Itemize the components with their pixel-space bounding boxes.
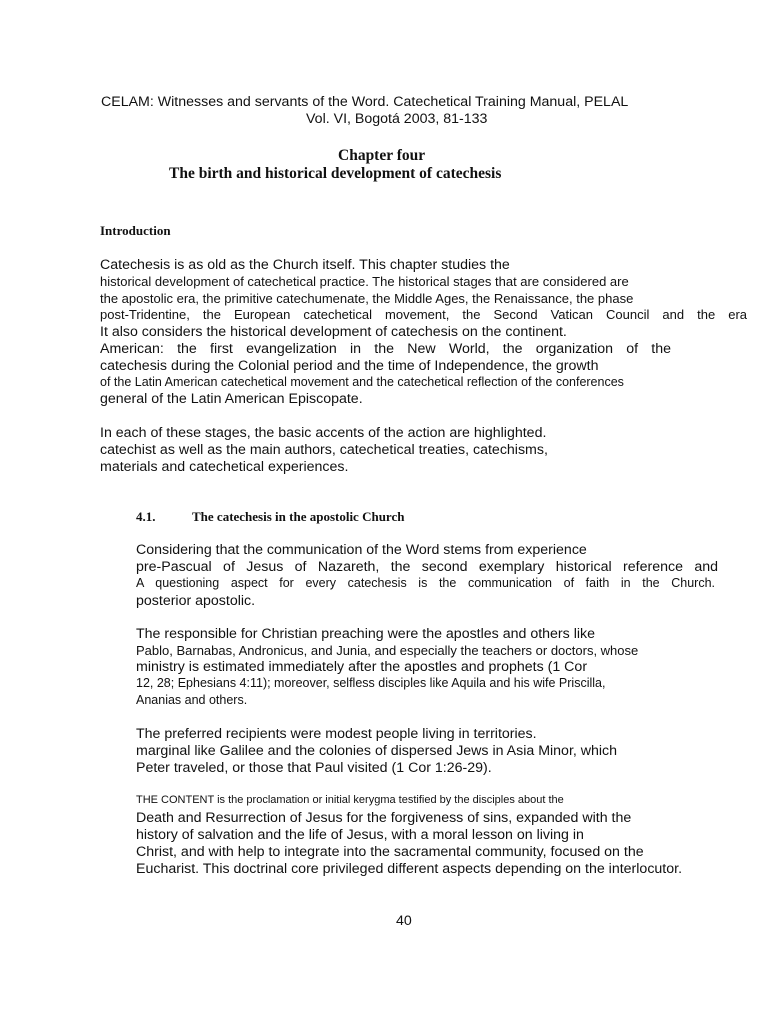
- section-p1-line: pre-Pascual of Jesus of Nazareth, the second exemplary historical reference and: [136, 559, 718, 575]
- intro-p1-line: Catechesis is as old as the Church itself. This chapter studies the: [100, 257, 510, 273]
- intro-p1-line: general of the Latin American Episcopate.: [100, 391, 363, 407]
- intro-p1-line: the apostolic era, the primitive catechumenate, the Middle Ages, the Renaissance, the phase: [100, 291, 634, 306]
- section-p3-line: marginal like Galilee and the colonies of dispersed Jews in Asia Minor, which: [136, 743, 618, 759]
- section-p4-line: Eucharist. This doctrinal core privileged different aspects depending on the interlocutor.: [136, 861, 683, 877]
- chapter-number-title: Chapter four: [338, 147, 426, 164]
- section-p4-line: history of salvation and the life of Jesus, with a moral lesson on living in: [136, 827, 584, 843]
- section-p2-line: Pablo, Barnabas, Andronicus, and Junia, and especially the teachers or doctors, whose: [136, 643, 639, 658]
- section-p1-line: posterior apostolic.: [136, 593, 256, 609]
- intro-p1-line: historical development of catechetical practice. The historical stages that are considered are: [100, 274, 629, 289]
- section-p2-line: Ananias and others.: [136, 693, 248, 707]
- chapter-title: The birth and historical development of catechesis: [169, 165, 502, 182]
- citation-line-2: Vol. VI, Bogotá 2003, 81-133: [306, 111, 488, 127]
- section-p4-line: THE CONTENT is the proclamation or initial kerygma testified by the disciples about the: [136, 794, 564, 806]
- section-p4-line: Death and Resurrection of Jesus for the forgiveness of sins, expanded with the: [136, 810, 632, 826]
- introduction-heading: Introduction: [100, 223, 171, 238]
- intro-p1-line: post-Tridentine, the European catechetical movement, the Second Vatican Council and the era: [100, 307, 747, 322]
- intro-p1-line: of the Latin American catechetical movement and the catechetical reflection of the conferences: [100, 375, 624, 389]
- section-number: 4.1.: [136, 509, 156, 524]
- section-title: The catechesis in the apostolic Church: [192, 509, 405, 524]
- section-p2-line: ministry is estimated immediately after the apostles and prophets (1 Cor: [136, 659, 588, 675]
- intro-p2-line: catechist as well as the main authors, catechetical treaties, catechisms,: [100, 442, 548, 458]
- citation-line-1: CELAM: Witnesses and servants of the Word. Catechetical Training Manual, PELAL: [101, 94, 629, 110]
- section-p4-line: Christ, and with help to integrate into the sacramental community, focused on the: [136, 844, 644, 860]
- section-p2-line: 12, 28; Ephesians 4:11); moreover, selfless disciples like Aquila and his wife Priscilla,: [136, 676, 606, 690]
- intro-p2-line: materials and catechetical experiences.: [100, 459, 349, 475]
- section-p1-line: A questioning aspect for every catechesis is the communication of faith in the Church.: [136, 576, 715, 590]
- intro-p1-line: catechesis during the Colonial period and the time of Independence, the growth: [100, 358, 599, 374]
- section-p3-line: The preferred recipients were modest people living in territories.: [136, 726, 537, 742]
- intro-p1-line: It also considers the historical development of catechesis on the continent.: [100, 324, 567, 340]
- section-p3-line: Peter traveled, or those that Paul visited (1 Cor 1:26-29).: [136, 760, 492, 776]
- section-p2-line: The responsible for Christian preaching were the apostles and others like: [136, 626, 595, 642]
- intro-p1-line: American: the first evangelization in the New World, the organization of the: [100, 341, 671, 357]
- intro-p2-line: In each of these stages, the basic accents of the action are highlighted.: [100, 425, 547, 441]
- page-number: 40: [396, 913, 412, 929]
- section-p1-line: Considering that the communication of the Word stems from experience: [136, 542, 587, 558]
